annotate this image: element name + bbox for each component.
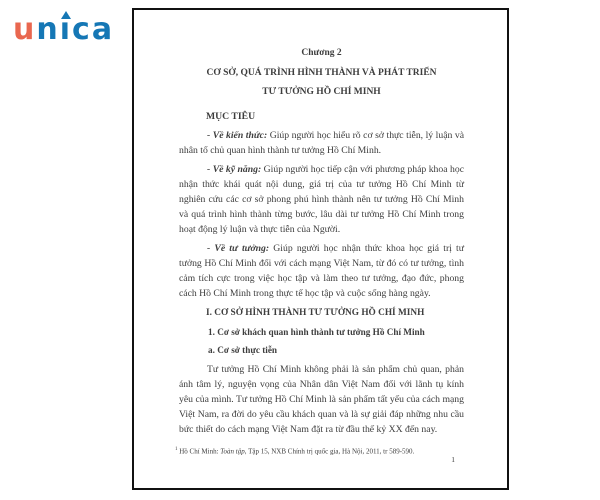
body-paragraph: Tư tưởng Hồ Chí Minh không phải là sản phẩm chủ quan, phản ánh tâm lý, nguyện vọng của Nhân dân Việt Nam đối với lãnh tụ kính yêu của mình. Tư tưởng Hồ Chí Minh là sản phẩm tất yếu của cách mạng Việt Nam, ra đời do yêu cầu khách quan và là sự giải đáp những nhu cầu bức thiết do cách mạng Việt Nam đặt ra từ đầu thế kỷ XX đến nay.: [179, 363, 464, 435]
page-number: 1: [451, 455, 455, 464]
objective-lead: - Về tư tưởng:: [207, 243, 270, 254]
objective-paragraph-ideology: [179, 241, 464, 301]
footnote-author: Hồ Chí Minh:: [179, 447, 221, 455]
objective-text: Giúp người học tiếp cận với phương pháp khoa học nhận thức khái quát nội dung, giá trị của tư tưởng Hồ Chí Minh từ nghiên cứu các cơ sở phong phú hình thành nên tư tưởng Hồ Chí Minh và quá trình hình thành từng bước, lâu dài tư tưởng Hồ Chí Minh trong hoạt động lý luận và thực tiễn của Người.: [179, 164, 464, 235]
heading-subsection-1: 1. Cơ sở khách quan hình thành tư tưởng Hồ Chí Minh: [208, 326, 425, 337]
objective-lead: - Về kỹ năng:: [207, 164, 262, 175]
chapter-label: Chương 2: [301, 48, 342, 58]
logo-letter-a: a: [91, 12, 115, 47]
footnote: [175, 445, 457, 456]
objective-paragraph-knowledge: [179, 128, 464, 158]
logo-letter-i-stem: ı: [59, 12, 73, 47]
objective-paragraph-skill: [179, 162, 464, 237]
logo-letter-n: n: [36, 12, 60, 47]
doc-title-line-1: CƠ SỞ, QUÁ TRÌNH HÌNH THÀNH VÀ PHÁT TRIỂN: [206, 67, 437, 78]
logo-letter-i: [60, 12, 72, 48]
objective-text: Giúp người học hiểu rõ cơ sở thực tiễn, lý luận và nhân tố chủ quan hình thành tư tưởng Hồ Chí Minh.: [179, 130, 464, 156]
objective-lead: - Về kiến thức:: [207, 130, 268, 141]
document-page: [132, 8, 509, 490]
section-heading-muc-tieu: MỤC TIÊU: [206, 111, 256, 122]
footnote-work: Toàn tập,: [220, 447, 247, 455]
footnote-detail: Tập 15, NXB Chính trị quốc gia, Hà Nội, 2011, tr 589-590.: [246, 447, 415, 455]
heading-section-i: I. CƠ SỞ HÌNH THÀNH TƯ TƯỞNG HỒ CHÍ MINH: [206, 308, 425, 318]
doc-title-line-2: TƯ TƯỞNG HỒ CHÍ MINH: [262, 87, 381, 97]
objective-text: Giúp người học nhận thức khoa học giá trị tư tưởng Hồ Chí Minh đối với cách mạng Việt Nam, từ đó có tư tưởng, tình cảm tích cực trong việc học tập và làm theo tư tưởng, đạo đức, phong cách Hồ Chí Minh trong thực tế học tập và cuộc sống hàng ngày.: [179, 243, 464, 299]
logo-letter-u: u: [13, 12, 37, 47]
logo-letter-c: c: [72, 12, 92, 47]
unica-logo: [13, 8, 114, 48]
document-content: [179, 46, 464, 437]
heading-point-a: a. Cơ sở thực tiễn: [208, 344, 278, 355]
i-hat-icon: [61, 11, 71, 19]
footnote-marker: 1: [175, 446, 178, 452]
